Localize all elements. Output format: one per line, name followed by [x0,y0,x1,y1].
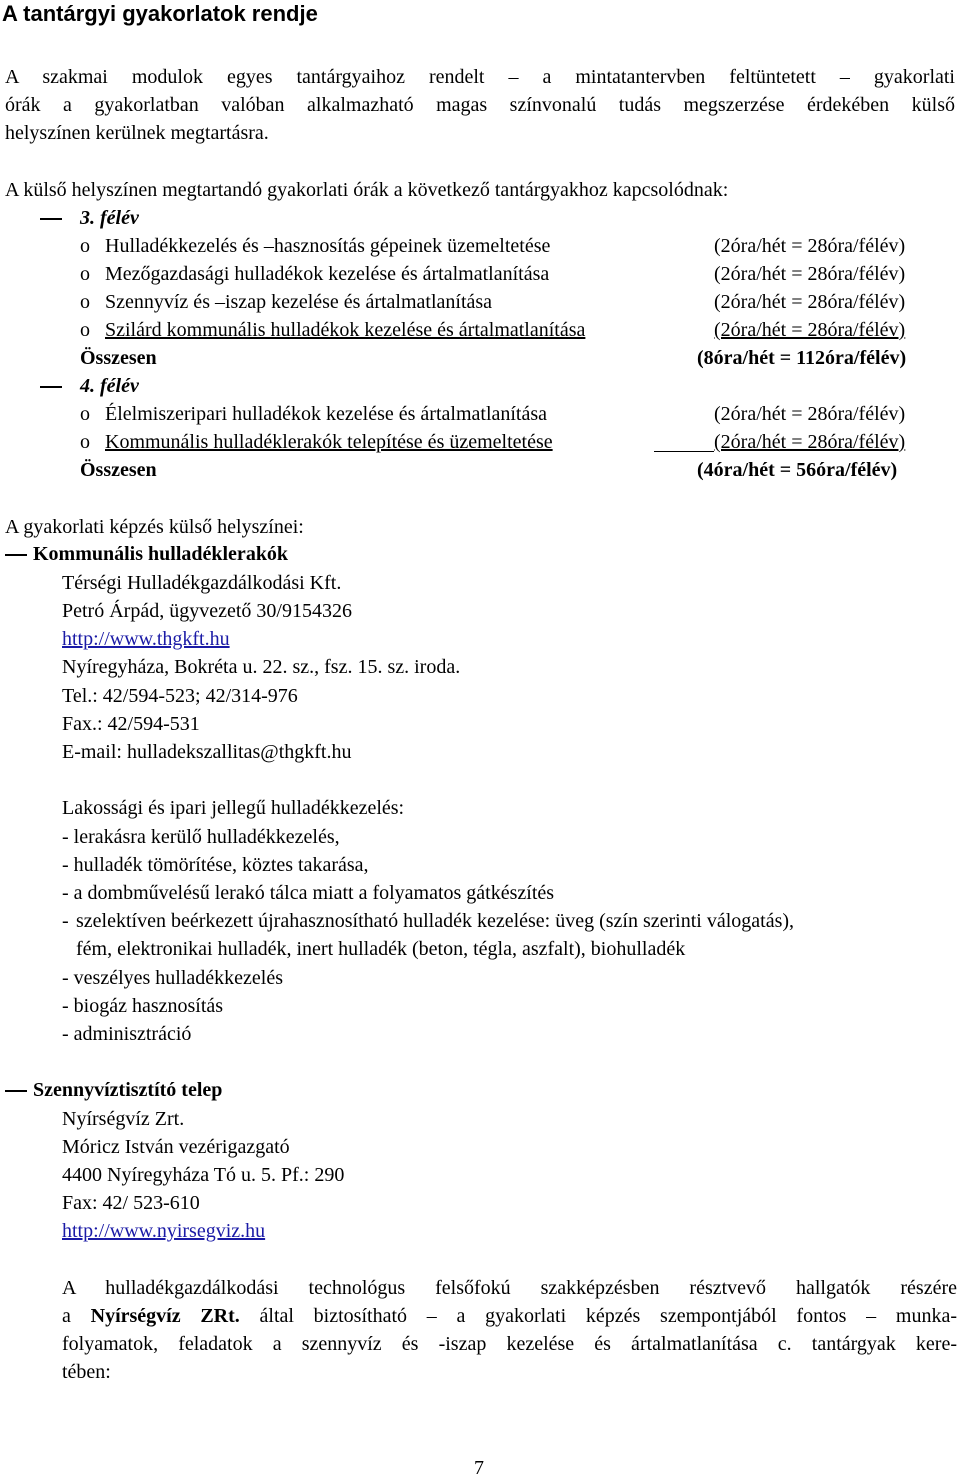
bullet-o: o [80,431,90,453]
activity-item: - biogáz hasznosítás [62,995,224,1017]
bullet-o: o [80,403,90,425]
intro-line-2: órák a gyakorlatban valóban alkalmazható magas színvonalú tudás megszerzése érdekében külső [5,94,955,116]
course-hours: (2óra/hét = 28óra/félév) [714,291,906,313]
underline-rule [654,451,714,452]
site-1-tel: Tel.: 42/594-523; 42/314-976 [62,685,298,707]
semester-4-label: 4. félév [80,375,139,397]
closing-line-4: tében: [62,1361,111,1383]
course-name: Élelmiszeripari hulladékok kezelése és ártalmatlanítása [105,403,548,425]
course-hours: (2óra/hét = 28óra/félév) [714,431,906,453]
courses-intro: A külső helyszínen megtartandó gyakorlati órák a következő tantárgyakhoz kapcsolódnak: [5,179,729,201]
dash-bullet-icon [40,386,62,388]
site-2-contact: Móricz István vezérigazgató [62,1136,290,1158]
course-hours: (2óra/hét = 28óra/félév) [714,403,906,425]
intro-line-3: helyszínen kerülnek megtartásra. [5,122,269,144]
site-1-email: E-mail: hulladekszallitas@thgkft.hu [62,741,352,763]
course-name: Kommunális hulladéklerakók telepítése és üzemeltetése [105,431,553,453]
sites-intro: A gyakorlati képzés külső helyszínei: [5,516,304,538]
intro-line-1: A szakmai modulok egyes tantárgyaihoz rendelt – a mintatantervben feltüntetett – gyakorlati [5,66,955,88]
closing-line-3: folyamatok, feladatok a szennyvíz és -iszap kezelése és ártalmatlanítása c. tantárgyak kere- [62,1333,957,1355]
course-hours: (2óra/hét = 28óra/félév) [714,263,906,285]
semester-3-total-label: Összesen [80,347,157,369]
site-1-company: Térségi Hulladékgazdálkodási Kft. [62,572,342,594]
closing-line-2-bold: Nyírségvíz ZRt. [90,1305,240,1327]
bullet-o: o [80,235,90,257]
site-2-url-link[interactable]: http://www.nyirsegviz.hu [62,1220,266,1242]
closing-line-1: A hulladékgazdálkodási technológus felsőfokú szakképzésben résztvevő hallgatók részére [62,1277,957,1299]
site-2-address: 4400 Nyíregyháza Tó u. 5. Pf.: 290 [62,1164,345,1186]
course-name: Szilárd kommunális hulladékok kezelése és ártalmatlanítása [105,319,586,341]
site-2-heading: Szennyvíztisztító telep [33,1079,223,1101]
activity-item: - lerakásra kerülő hulladékkezelés, [62,826,340,848]
activity-item-dash: - [62,910,69,932]
site-1-address: Nyíregyháza, Bokréta u. 22. sz., fsz. 15. sz. iroda. [62,656,461,678]
closing-line-2 [62,1304,957,1328]
site-1-contact: Petró Árpád, ügyvezető 30/9154326 [62,600,352,622]
site-2-fax: Fax: 42/ 523-610 [62,1192,200,1214]
course-hours: (2óra/hét = 28óra/félév) [714,319,906,341]
site-1-heading: Kommunális hulladéklerakók [33,543,289,565]
activity-item: szelektíven beérkezett újrahasznosítható hulladék kezelése: üveg (szín szerinti válogatás), [76,910,795,932]
course-name: Hulladékkezelés és –hasznosítás gépeinek üzemeltetése [105,235,551,257]
closing-line-2-pre: a [62,1305,91,1327]
course-hours: (2óra/hét = 28óra/félév) [714,235,906,257]
dash-bullet-icon [5,554,27,556]
site-1-url-link[interactable]: http://www.thgkft.hu [62,628,230,650]
semester-3-total-hours: (8óra/hét = 112óra/félév) [697,347,907,369]
bullet-o: o [80,319,90,341]
semester-4-total-label: Összesen [80,459,157,481]
activity-item-continued: fém, elektronikai hulladék, inert hulladék (beton, tégla, aszfalt), biohulladék [76,938,686,960]
site-1-fax: Fax.: 42/594-531 [62,713,200,735]
dash-bullet-icon [40,218,62,220]
page-title: A tantárgyi gyakorlatok rendje [2,1,318,26]
dash-bullet-icon [5,1090,27,1092]
semester-3-label: 3. félév [80,207,139,229]
activity-item: - veszélyes hulladékkezelés [62,967,284,989]
semester-4-total-hours: (4óra/hét = 56óra/félév) [697,459,898,481]
activity-item: - a dombművelésű lerakó tálca miatt a folyamatos gátkészítés [62,882,555,904]
site-2-company: Nyírségvíz Zrt. [62,1108,185,1130]
activity-item: - hulladék tömörítése, köztes takarása, [62,854,369,876]
course-name: Szennyvíz és –iszap kezelése és ártalmatlanítása [105,291,493,313]
page-number: 7 [474,1457,484,1479]
course-name: Mezőgazdasági hulladékok kezelése és ártalmatlanítása [105,263,550,285]
bullet-o: o [80,263,90,285]
activities-heading: Lakossági és ipari jellegű hulladékkezelés: [62,797,405,819]
closing-line-2-post: által biztosítható – a gyakorlati képzés szempontjából fontos – munka- [239,1305,957,1327]
bullet-o: o [80,291,90,313]
activity-item: - adminisztráció [62,1023,192,1045]
